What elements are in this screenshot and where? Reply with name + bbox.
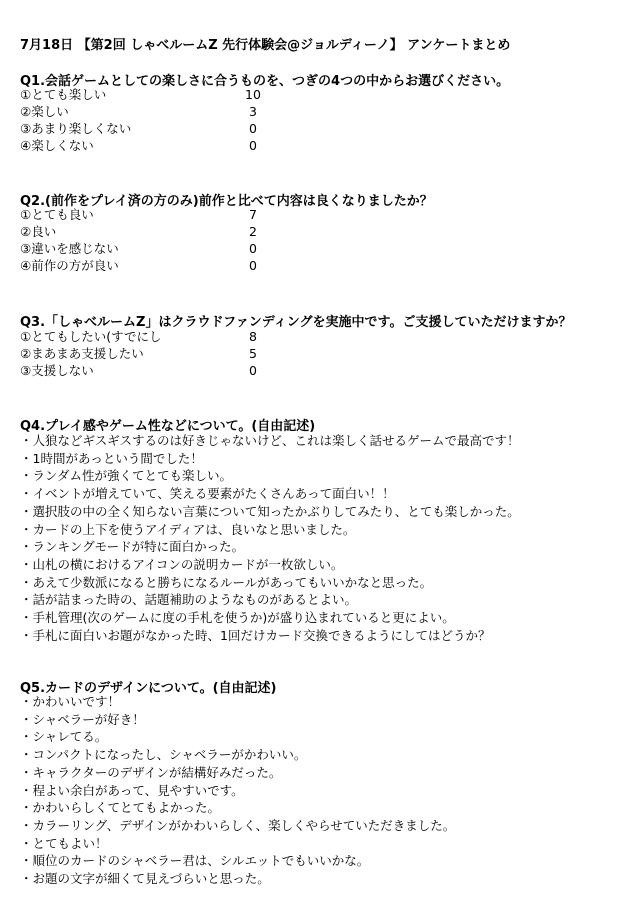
q5-heading: Q5.カードのデザインについて。(自由記述) (20, 681, 277, 696)
q1-option-label: ③あまり楽しくない (20, 121, 132, 136)
q4-answer: ・選択肢の中の全く知らない言葉について知ったかぶりしてみたり、とても楽しかった。 (20, 503, 520, 519)
q3-option-label: ③支援しない (20, 363, 94, 378)
q4-answer: ・ランダム性が強くてとても楽しい。 (20, 468, 233, 484)
q4-answer: ・手札管理(次のゲームに度の手札を使うか)が盛り込まれていると更によい。 (20, 610, 455, 626)
q4-answer: ・ランキングモードが特に面白かった。 (20, 539, 245, 555)
q1-option-count: 10 (245, 87, 261, 102)
q2-option-count: 7 (249, 207, 257, 222)
q2-option-label: ②良い (20, 224, 57, 239)
q4-answer: ・話が詰まった時の、話題補助のようなものがあるとよい。 (20, 592, 358, 608)
q1-heading: Q1.会話ゲームとしての楽しさに合うものを、つぎの4つの中からお選びください。 (20, 74, 510, 89)
q3-option-label: ②まあまあ支援したい (20, 346, 144, 361)
q5-answer: ・とてもよい！ (20, 835, 108, 851)
q5-answer: ・キャラクターのデザインが結構好みだった。 (20, 764, 282, 780)
q2-option-label: ①とても良い (20, 207, 94, 222)
q3-option-count: 8 (249, 329, 257, 344)
q4-heading: Q4.プレイ感やゲーム性などについて。(自由記述) (20, 419, 316, 434)
q1-option-label: ④楽しくない (20, 138, 94, 153)
q4-answer: ・1時間があっという間でした！ (20, 450, 203, 466)
q5-answer: ・お題の文字が細くて見えづらいと思った。 (20, 871, 270, 887)
q4-answer: ・イベントが増えていて、笑える要素がたくさんあって面白い！！ (20, 486, 395, 502)
q4-answer: ・あえて少数派になると勝ちになるルールがあってもいいかなと思った。 (20, 574, 433, 590)
q2-option-label: ④前作の方が良い (20, 258, 119, 273)
q5-answer: ・シャベラーが好き！ (20, 711, 145, 727)
q5-answer-list (20, 693, 455, 888)
q3-option-count: 0 (249, 363, 257, 378)
q5-answer: ・コンパクトになったし、シャベラーがかわいい。 (20, 747, 307, 763)
q5-answer: ・シャレてる。 (20, 729, 108, 745)
q5-answer: ・程よい余白があって、見やすいです。 (20, 782, 244, 798)
q3-option-count: 5 (249, 346, 257, 361)
q4-answer: ・手札に面白いお題がなかった時、1回だけカード交換できるようにしてはどうか？ (20, 627, 491, 643)
q4-answer: ・人狼などギスギスするのは好きじゃないけど、これは楽しく話せるゲームで最高です！ (20, 433, 520, 448)
q2-option-count: 2 (249, 224, 257, 239)
q2-option-label: ③違いを感じない (20, 241, 119, 256)
q2-option-count: 0 (249, 241, 257, 256)
q4-answer: ・カードの上下を使うアイディアは、良いなと思いました。 (20, 521, 356, 537)
q1-option-label: ①とても楽しい (20, 87, 107, 102)
q4-answer-list (20, 432, 520, 644)
q5-answer: ・順位のカードのシャベラー君は、シルエットでもいいかな。 (20, 853, 370, 869)
q1-option-count: 3 (249, 104, 257, 119)
q1-option-label: ②楽しい (20, 104, 69, 119)
q1-option-count: 0 (249, 138, 257, 153)
q2-option-count: 0 (249, 258, 257, 273)
q2-heading: Q2.(前作をプレイ済の方のみ)前作と比べて内容は良くなりましたか？ (20, 194, 433, 209)
q5-answer: ・かわいらしくてとてもよかった。 (20, 800, 221, 816)
q5-answer: ・かわいいです！ (20, 694, 121, 709)
document-title: 7月18日 【第2回 しゃべルームZ 先行体験会@ジョルディーノ】 アンケートまとめ (20, 38, 511, 53)
q5-answer: ・カラーリング、デザインがかわいらしく、楽しくやらせていただきました。 (20, 817, 456, 833)
q3-option-label: ①とてもしたい(すでにし (20, 329, 162, 344)
q4-answer: ・山札の横におけるアイコンの説明カードが一枚欲しい。 (20, 556, 344, 572)
q1-option-count: 0 (249, 121, 257, 136)
q3-heading: Q3.「しゃべルームZ」はクラウドファンディングを実施中です。ご支援していただけますか？ (20, 315, 572, 330)
